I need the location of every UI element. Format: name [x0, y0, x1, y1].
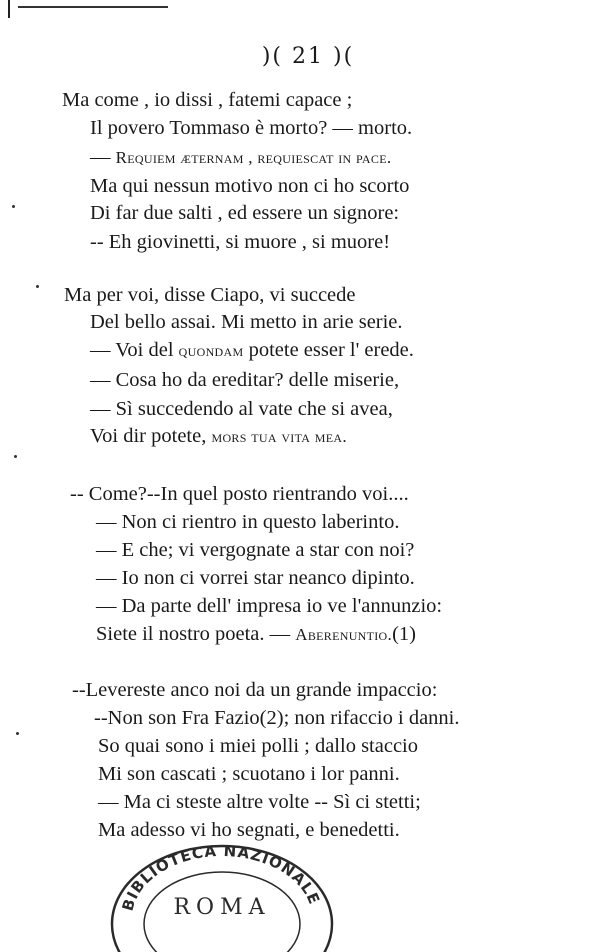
page-top-rule — [18, 6, 168, 8]
verse-line: Mi son cascati ; scuotano i lor panni. — [98, 763, 400, 785]
verse-line: -- Come?--In quel posto rientrando voi.... — [70, 483, 409, 505]
margin-dot — [36, 285, 39, 288]
stamp-top-text: BIBLIOTECA NAZIONALE — [118, 841, 324, 914]
verse-line: — E che; vi vergognate a star con noi? — [96, 539, 415, 561]
verse-line: — Ma ci steste altre volte -- Sì ci stetti; — [98, 791, 421, 813]
verse-line: — Requiem æternam , requiescat in pace. — [90, 146, 392, 168]
verse-line: -- Eh giovinetti, si muore , si muore! — [90, 231, 391, 253]
verse-line: — Non ci rientro in questo laberinto. — [96, 511, 400, 533]
verse-line: — Sì succedendo al vate che si avea, — [90, 398, 393, 420]
margin-dot — [16, 732, 19, 735]
verse-line: Siete il nostro poeta. — Aberenuntio.(1) — [96, 623, 416, 645]
stamp-center-text: ROMA — [173, 895, 271, 920]
verse-line: --Levereste anco noi da un grande impaccio: — [72, 679, 438, 701]
verse-line: — Voi del quondam potete esser l' erede. — [90, 339, 414, 361]
verse-line: — Da parte dell' impresa io ve l'annunzio: — [96, 595, 443, 617]
verse-line: — Cosa ho da ereditar? delle miserie, — [90, 369, 400, 391]
page-number: 21 — [292, 44, 324, 69]
library-stamp — [104, 832, 334, 952]
verse-line: — Io non ci vorrei star neanco dipinto. — [96, 567, 415, 589]
margin-dot — [12, 205, 15, 208]
page-number-right-mark: )( — [333, 44, 355, 69]
verse-line: Voi dir potete, mors tua vita mea. — [90, 425, 347, 447]
verse-line: Il povero Tommaso è morto? — morto. — [90, 117, 413, 139]
page-edge-mark — [8, 0, 10, 18]
verse-line: Ma adesso vi ho segnati, e benedetti. — [98, 819, 400, 841]
verse-line: Ma come , io dissi , fatemi capace ; — [62, 89, 353, 111]
verse-line: So quai sono i miei polli ; dallo staccio — [98, 735, 418, 757]
verse-line: Ma qui nessun motivo non ci ho scorto — [90, 175, 410, 197]
margin-dot — [14, 455, 17, 458]
verse-line: Di far due salti , ed essere un signore: — [90, 202, 400, 224]
verse-line: Ma per voi, disse Ciapo, vi succede — [64, 284, 356, 306]
verse-line: Del bello assai. Mi metto in arie serie. — [90, 311, 403, 333]
page-number-left-mark: )( — [261, 44, 283, 69]
page-number-header — [0, 44, 616, 69]
verse-line: --Non son Fra Fazio(2); non rifaccio i danni. — [94, 707, 460, 729]
